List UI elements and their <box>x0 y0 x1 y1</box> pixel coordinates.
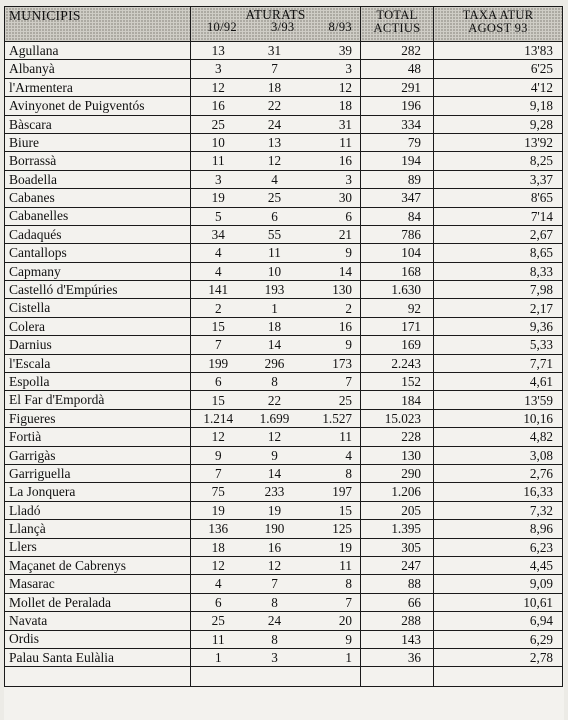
aturats-3-93-cell: 24 <box>246 612 304 630</box>
taxa-atur-cell: 3,08 <box>434 446 563 464</box>
table-row <box>5 428 563 446</box>
empty-cell <box>361 667 434 687</box>
taxa-atur-cell: 13'92 <box>434 133 563 151</box>
aturats-8-93-cell: 9 <box>304 244 361 262</box>
aturats-10-92-cell: 4 <box>191 262 246 280</box>
table-row <box>5 42 563 60</box>
table-row <box>5 244 563 262</box>
municipi-name-cell: Garriguella <box>5 464 191 482</box>
taxa-atur-cell: 8,33 <box>434 262 563 280</box>
municipi-name-cell: Cadaqués <box>5 225 191 243</box>
aturats-8-93-cell: 2 <box>304 299 361 317</box>
aturats-10-92-cell: 16 <box>191 97 246 115</box>
aturats-10-92-cell: 1 <box>191 648 246 666</box>
empty-cell <box>246 667 304 687</box>
aturats-3-93-cell: 7 <box>246 60 304 78</box>
total-actius-cell: 196 <box>361 97 434 115</box>
aturats-10-92-cell: 13 <box>191 42 246 60</box>
table-row <box>5 409 563 427</box>
municipi-name-cell: Palau Santa Eulàlia <box>5 648 191 666</box>
municipi-name-cell: El Far d'Empordà <box>5 391 191 409</box>
municipi-name-cell: Avinyonet de Puigventós <box>5 97 191 115</box>
taxa-atur-cell: 4,45 <box>434 556 563 574</box>
aturats-10-92-cell: 18 <box>191 538 246 556</box>
aturats-3-93-cell: 22 <box>246 97 304 115</box>
table-body <box>5 42 563 687</box>
table-row <box>5 225 563 243</box>
aturats-3-93-cell: 190 <box>246 520 304 538</box>
municipi-name-cell: Capmany <box>5 262 191 280</box>
municipi-name-cell: Navata <box>5 612 191 630</box>
aturats-3-93-cell: 8 <box>246 630 304 648</box>
total-actius-cell: 205 <box>361 501 434 519</box>
header-total-line1: TOTAL <box>376 8 418 22</box>
aturats-3-93-cell: 19 <box>246 501 304 519</box>
aturats-3-93-cell: 31 <box>246 42 304 60</box>
aturats-8-93-cell: 14 <box>304 262 361 280</box>
total-actius-cell: 1.206 <box>361 483 434 501</box>
taxa-atur-cell: 2,78 <box>434 648 563 666</box>
table-row <box>5 152 563 170</box>
aturats-8-93-cell: 11 <box>304 428 361 446</box>
aturats-3-93-cell: 11 <box>246 244 304 262</box>
header-date-8-93: 8/93 <box>328 20 352 35</box>
taxa-atur-cell: 5,33 <box>434 336 563 354</box>
taxa-atur-cell: 10,16 <box>434 409 563 427</box>
aturats-8-93-cell: 21 <box>304 225 361 243</box>
header-municipis: MUNICIPIS <box>5 7 191 42</box>
table-row <box>5 612 563 630</box>
unemployment-table-sheet <box>4 6 564 720</box>
aturats-8-93-cell: 9 <box>304 630 361 648</box>
total-actius-cell: 305 <box>361 538 434 556</box>
aturats-3-93-cell: 16 <box>246 538 304 556</box>
total-actius-cell: 130 <box>361 446 434 464</box>
taxa-atur-cell: 2,67 <box>434 225 563 243</box>
aturats-3-93-cell: 1 <box>246 299 304 317</box>
aturats-3-93-cell: 1.699 <box>246 409 304 427</box>
header-taxa-atur <box>434 7 563 42</box>
total-actius-cell: 786 <box>361 225 434 243</box>
taxa-atur-cell: 10,61 <box>434 593 563 611</box>
header-date-3-93: 3/93 <box>271 20 295 35</box>
aturats-3-93-cell: 193 <box>246 281 304 299</box>
aturats-3-93-cell: 55 <box>246 225 304 243</box>
taxa-atur-cell: 7'14 <box>434 207 563 225</box>
aturats-8-93-cell: 4 <box>304 446 361 464</box>
aturats-3-93-cell: 14 <box>246 464 304 482</box>
aturats-8-93-cell: 8 <box>304 575 361 593</box>
aturats-8-93-cell: 19 <box>304 538 361 556</box>
total-actius-cell: 15.023 <box>361 409 434 427</box>
aturats-10-92-cell: 11 <box>191 152 246 170</box>
aturats-10-92-cell: 19 <box>191 501 246 519</box>
aturats-8-93-cell: 130 <box>304 281 361 299</box>
aturats-10-92-cell: 3 <box>191 60 246 78</box>
table-row <box>5 648 563 666</box>
municipi-name-cell: Ordis <box>5 630 191 648</box>
aturats-10-92-cell: 136 <box>191 520 246 538</box>
taxa-atur-cell: 7,98 <box>434 281 563 299</box>
header-taxa-line2: AGOST 93 <box>468 21 528 36</box>
municipi-name-cell: Cabanelles <box>5 207 191 225</box>
total-actius-cell: 169 <box>361 336 434 354</box>
aturats-8-93-cell: 1 <box>304 648 361 666</box>
total-actius-cell: 48 <box>361 60 434 78</box>
municipi-name-cell: La Jonquera <box>5 483 191 501</box>
aturats-3-93-cell: 9 <box>246 446 304 464</box>
header-aturats-label: ATURATS <box>245 7 306 22</box>
table-row <box>5 520 563 538</box>
aturats-3-93-cell: 7 <box>246 575 304 593</box>
aturats-10-92-cell: 15 <box>191 391 246 409</box>
municipi-name-cell: Bàscara <box>5 115 191 133</box>
total-actius-cell: 152 <box>361 373 434 391</box>
taxa-atur-cell: 16,33 <box>434 483 563 501</box>
table-row <box>5 483 563 501</box>
aturats-8-93-cell: 3 <box>304 170 361 188</box>
aturats-3-93-cell: 12 <box>246 152 304 170</box>
header-total-actius <box>361 7 434 42</box>
aturats-8-93-cell: 18 <box>304 97 361 115</box>
total-actius-cell: 291 <box>361 78 434 96</box>
table-row <box>5 97 563 115</box>
table-row <box>5 391 563 409</box>
taxa-atur-cell: 6'25 <box>434 60 563 78</box>
aturats-10-92-cell: 6 <box>191 373 246 391</box>
table-row <box>5 133 563 151</box>
aturats-3-93-cell: 13 <box>246 133 304 151</box>
aturats-10-92-cell: 9 <box>191 446 246 464</box>
municipi-name-cell: Figueres <box>5 409 191 427</box>
aturats-3-93-cell: 8 <box>246 373 304 391</box>
table-row <box>5 593 563 611</box>
aturats-8-93-cell: 25 <box>304 391 361 409</box>
aturats-8-93-cell: 7 <box>304 593 361 611</box>
aturats-8-93-cell: 31 <box>304 115 361 133</box>
taxa-atur-cell: 9,09 <box>434 575 563 593</box>
taxa-atur-cell: 6,94 <box>434 612 563 630</box>
table-row <box>5 630 563 648</box>
aturats-10-92-cell: 1.214 <box>191 409 246 427</box>
table-row <box>5 207 563 225</box>
total-actius-cell: 184 <box>361 391 434 409</box>
taxa-atur-cell: 3,37 <box>434 170 563 188</box>
municipi-name-cell: Cantallops <box>5 244 191 262</box>
aturats-10-92-cell: 12 <box>191 556 246 574</box>
municipi-name-cell: Albanyà <box>5 60 191 78</box>
total-actius-cell: 247 <box>361 556 434 574</box>
table-row <box>5 336 563 354</box>
aturats-3-93-cell: 12 <box>246 428 304 446</box>
municipi-name-cell: l'Escala <box>5 354 191 372</box>
table-row <box>5 373 563 391</box>
aturats-8-93-cell: 12 <box>304 78 361 96</box>
taxa-atur-cell: 8'65 <box>434 189 563 207</box>
aturats-8-93-cell: 1.527 <box>304 409 361 427</box>
aturats-10-92-cell: 3 <box>191 170 246 188</box>
total-actius-cell: 89 <box>361 170 434 188</box>
total-actius-cell: 288 <box>361 612 434 630</box>
aturats-3-93-cell: 8 <box>246 593 304 611</box>
aturats-10-92-cell: 4 <box>191 244 246 262</box>
aturats-3-93-cell: 24 <box>246 115 304 133</box>
aturats-10-92-cell: 10 <box>191 133 246 151</box>
municipi-name-cell: Llers <box>5 538 191 556</box>
aturats-3-93-cell: 296 <box>246 354 304 372</box>
empty-cell <box>191 667 246 687</box>
total-actius-cell: 171 <box>361 317 434 335</box>
taxa-atur-cell: 7,71 <box>434 354 563 372</box>
total-actius-cell: 104 <box>361 244 434 262</box>
table-row <box>5 115 563 133</box>
total-actius-cell: 282 <box>361 42 434 60</box>
empty-cell <box>304 667 361 687</box>
municipi-name-cell: Llançà <box>5 520 191 538</box>
total-actius-cell: 290 <box>361 464 434 482</box>
aturats-8-93-cell: 11 <box>304 556 361 574</box>
aturats-10-92-cell: 6 <box>191 593 246 611</box>
table-header-row <box>5 7 563 42</box>
total-actius-cell: 88 <box>361 575 434 593</box>
taxa-atur-cell: 2,17 <box>434 299 563 317</box>
aturats-8-93-cell: 16 <box>304 152 361 170</box>
total-actius-cell: 84 <box>361 207 434 225</box>
aturats-10-92-cell: 5 <box>191 207 246 225</box>
municipi-name-cell: Colera <box>5 317 191 335</box>
taxa-atur-cell: 8,65 <box>434 244 563 262</box>
total-actius-cell: 66 <box>361 593 434 611</box>
municipi-name-cell: Lladó <box>5 501 191 519</box>
taxa-atur-cell: 13'83 <box>434 42 563 60</box>
aturats-8-93-cell: 11 <box>304 133 361 151</box>
aturats-10-92-cell: 2 <box>191 299 246 317</box>
table-row <box>5 446 563 464</box>
aturats-10-92-cell: 4 <box>191 575 246 593</box>
aturats-10-92-cell: 11 <box>191 630 246 648</box>
aturats-8-93-cell: 6 <box>304 207 361 225</box>
aturats-3-93-cell: 25 <box>246 189 304 207</box>
total-actius-cell: 1.395 <box>361 520 434 538</box>
total-actius-cell: 36 <box>361 648 434 666</box>
aturats-8-93-cell: 197 <box>304 483 361 501</box>
aturats-3-93-cell: 22 <box>246 391 304 409</box>
taxa-atur-cell: 2,76 <box>434 464 563 482</box>
aturats-3-93-cell: 6 <box>246 207 304 225</box>
table-row <box>5 556 563 574</box>
header-taxa-line1: TAXA ATUR <box>462 8 534 22</box>
table-row <box>5 299 563 317</box>
aturats-8-93-cell: 20 <box>304 612 361 630</box>
header-total-line2: ACTIUS <box>373 21 421 36</box>
table-row <box>5 538 563 556</box>
taxa-atur-cell: 6,23 <box>434 538 563 556</box>
table-row <box>5 170 563 188</box>
table-row <box>5 354 563 372</box>
aturats-8-93-cell: 15 <box>304 501 361 519</box>
empty-cell <box>5 667 191 687</box>
empty-cell <box>434 667 563 687</box>
taxa-atur-cell: 9,18 <box>434 97 563 115</box>
aturats-10-92-cell: 34 <box>191 225 246 243</box>
table-row <box>5 60 563 78</box>
municipi-name-cell: Garrigàs <box>5 446 191 464</box>
aturats-3-93-cell: 233 <box>246 483 304 501</box>
municipi-name-cell: Maçanet de Cabrenys <box>5 556 191 574</box>
aturats-8-93-cell: 7 <box>304 373 361 391</box>
taxa-atur-cell: 9,36 <box>434 317 563 335</box>
table-row <box>5 262 563 280</box>
aturats-10-92-cell: 141 <box>191 281 246 299</box>
aturats-10-92-cell: 75 <box>191 483 246 501</box>
taxa-atur-cell: 6,29 <box>434 630 563 648</box>
header-aturats <box>191 7 361 42</box>
taxa-atur-cell: 9,28 <box>434 115 563 133</box>
unemployment-table <box>4 6 563 687</box>
taxa-atur-cell: 4,61 <box>434 373 563 391</box>
header-date-10-92: 10/92 <box>207 20 237 35</box>
municipi-name-cell: Fortià <box>5 428 191 446</box>
municipi-name-cell: Darnius <box>5 336 191 354</box>
table-row <box>5 501 563 519</box>
municipi-name-cell: Espolla <box>5 373 191 391</box>
taxa-atur-cell: 8,25 <box>434 152 563 170</box>
aturats-10-92-cell: 25 <box>191 612 246 630</box>
aturats-8-93-cell: 125 <box>304 520 361 538</box>
total-actius-cell: 334 <box>361 115 434 133</box>
table-row <box>5 464 563 482</box>
taxa-atur-cell: 4'12 <box>434 78 563 96</box>
taxa-atur-cell: 7,32 <box>434 501 563 519</box>
total-actius-cell: 228 <box>361 428 434 446</box>
table-row <box>5 189 563 207</box>
aturats-8-93-cell: 16 <box>304 317 361 335</box>
aturats-10-92-cell: 15 <box>191 317 246 335</box>
aturats-10-92-cell: 12 <box>191 78 246 96</box>
table-row <box>5 281 563 299</box>
aturats-3-93-cell: 12 <box>246 556 304 574</box>
municipi-name-cell: Cabanes <box>5 189 191 207</box>
total-actius-cell: 194 <box>361 152 434 170</box>
municipi-name-cell: l'Armentera <box>5 78 191 96</box>
municipi-name-cell: Biure <box>5 133 191 151</box>
aturats-10-92-cell: 199 <box>191 354 246 372</box>
municipi-name-cell: Mollet de Peralada <box>5 593 191 611</box>
total-actius-cell: 143 <box>361 630 434 648</box>
aturats-8-93-cell: 8 <box>304 464 361 482</box>
municipi-name-cell: Cistella <box>5 299 191 317</box>
aturats-10-92-cell: 19 <box>191 189 246 207</box>
aturats-10-92-cell: 7 <box>191 464 246 482</box>
aturats-10-92-cell: 25 <box>191 115 246 133</box>
aturats-8-93-cell: 173 <box>304 354 361 372</box>
aturats-3-93-cell: 14 <box>246 336 304 354</box>
municipi-name-cell: Agullana <box>5 42 191 60</box>
aturats-8-93-cell: 39 <box>304 42 361 60</box>
taxa-atur-cell: 8,96 <box>434 520 563 538</box>
total-actius-cell: 1.630 <box>361 281 434 299</box>
aturats-3-93-cell: 10 <box>246 262 304 280</box>
municipi-name-cell: Borrassà <box>5 152 191 170</box>
municipi-name-cell: Boadella <box>5 170 191 188</box>
total-actius-cell: 347 <box>361 189 434 207</box>
taxa-atur-cell: 13'59 <box>434 391 563 409</box>
aturats-8-93-cell: 30 <box>304 189 361 207</box>
table-row <box>5 575 563 593</box>
aturats-3-93-cell: 4 <box>246 170 304 188</box>
taxa-atur-cell: 4,82 <box>434 428 563 446</box>
total-actius-cell: 79 <box>361 133 434 151</box>
table-row <box>5 78 563 96</box>
total-actius-cell: 2.243 <box>361 354 434 372</box>
table-row-empty <box>5 667 563 687</box>
aturats-8-93-cell: 3 <box>304 60 361 78</box>
aturats-3-93-cell: 3 <box>246 648 304 666</box>
table-row <box>5 317 563 335</box>
total-actius-cell: 92 <box>361 299 434 317</box>
aturats-10-92-cell: 12 <box>191 428 246 446</box>
aturats-3-93-cell: 18 <box>246 317 304 335</box>
aturats-10-92-cell: 7 <box>191 336 246 354</box>
municipi-name-cell: Castelló d'Empúries <box>5 281 191 299</box>
total-actius-cell: 168 <box>361 262 434 280</box>
municipi-name-cell: Masarac <box>5 575 191 593</box>
aturats-8-93-cell: 9 <box>304 336 361 354</box>
aturats-3-93-cell: 18 <box>246 78 304 96</box>
